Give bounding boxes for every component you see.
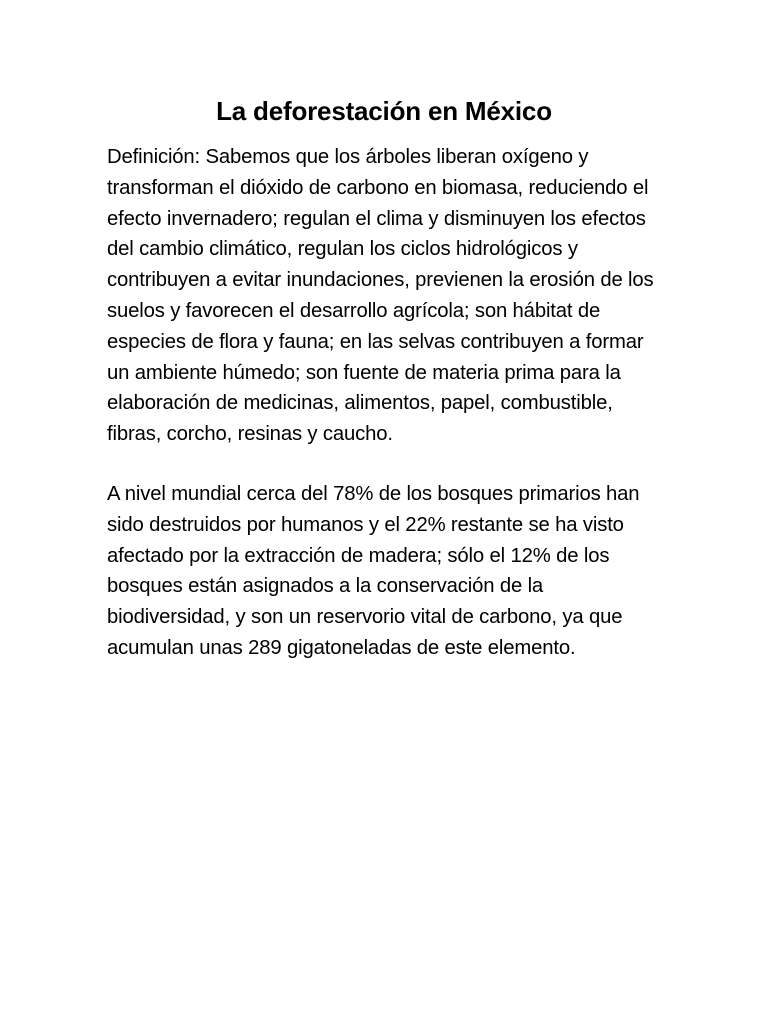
document-title: La deforestación en México: [216, 96, 552, 126]
paragraph-definition: Definición: Sabemos que los árboles liberan oxígeno y transforman el dióxido de carbono en biomasa, reduciendo el efecto invernadero; regulan el clima y disminuyen los efectos del cambio climático, regulan los ciclos hidrológicos y contribuyen a evitar inundaciones, previenen la erosión de los suelos y favorecen el desarrollo agrícola; son hábitat de especies de flora y fauna; en las selvas contribuyen a formar un ambiente húmedo; son fuente de materia prima para la elaboración de medicinas, alimentos, papel, combustible, fibras, corcho, resinas y caucho.: [107, 146, 654, 446]
paragraph-global-forests: A nivel mundial cerca del 78% de los bosques primarios han sido destruidos por humanos y el 22% restante se ha visto afectado por la extracción de madera; sólo el 12% de los bosques están asignados a la conservación de la biodiversidad, y son un reservorio vital de carbono, ya que acumulan unas 289 gigatoneladas de este elemento.: [107, 483, 640, 659]
